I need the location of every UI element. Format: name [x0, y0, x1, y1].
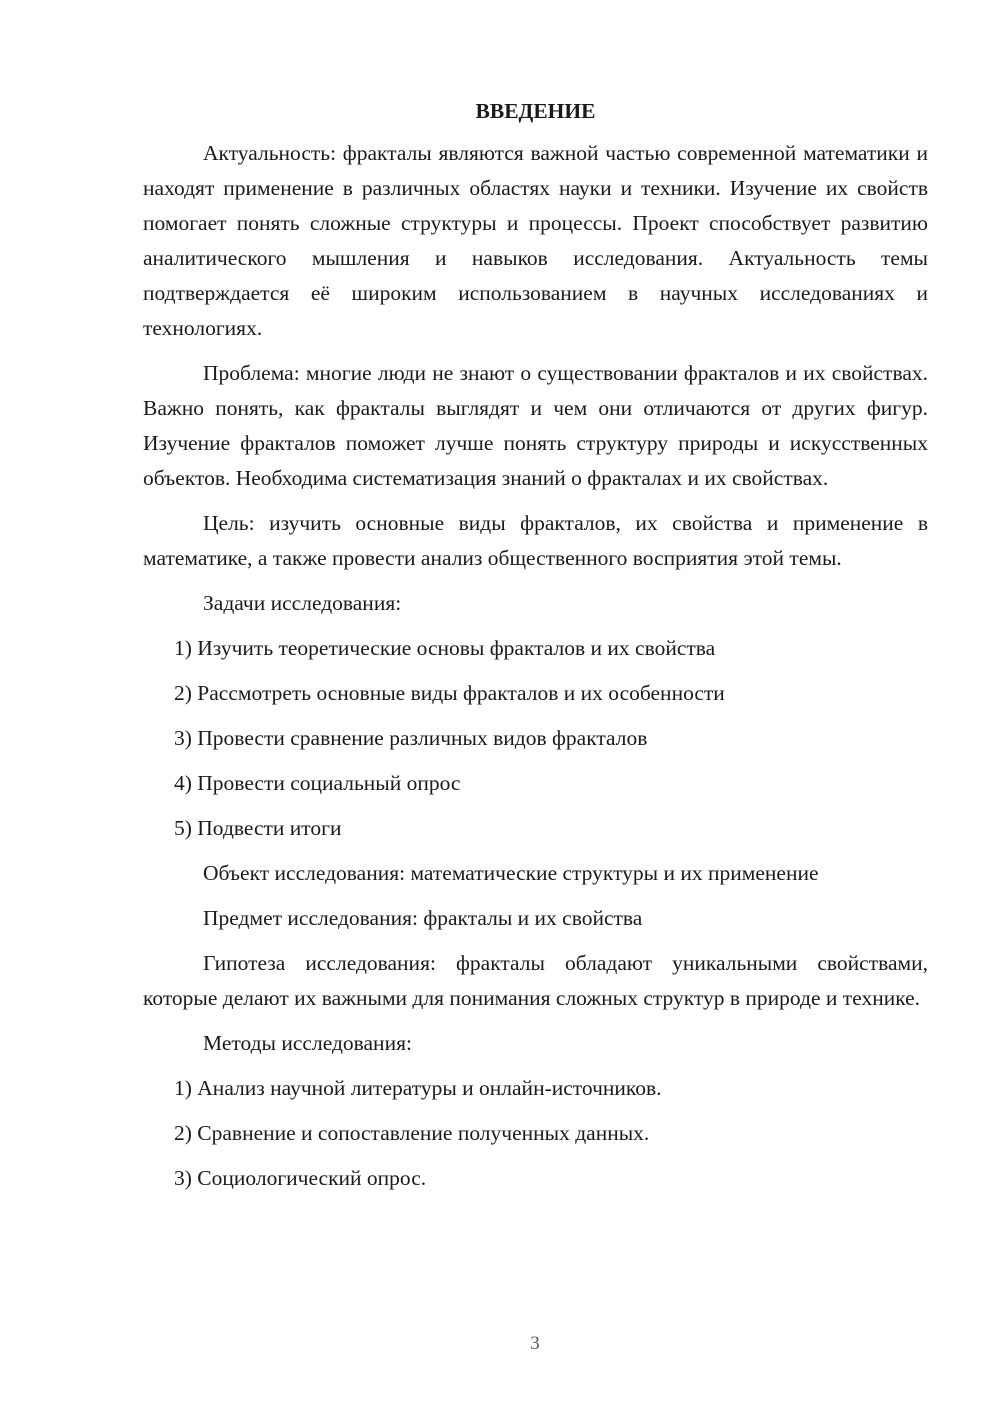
document-page	[143, 96, 928, 1206]
method-item: 2) Сравнение и сопоставление полученных данных.	[174, 1121, 650, 1145]
task-item: 3) Провести сравнение различных видов фракталов	[174, 726, 648, 750]
problem-paragraph: Проблема: многие люди не знают о существовании фракталов и их свойствах. Важно понять, как фракталы выглядят и чем они отличаются от других фигур. Изучение фракталов поможет лучше понять структуру природы и искусственных объектов. Необходима систематизация знаний о фракталах и их свойствах.	[143, 361, 928, 490]
tasks-heading: Задачи исследования:	[203, 591, 402, 615]
method-item: 3) Социологический опрос.	[174, 1166, 427, 1190]
method-item: 1) Анализ научной литературы и онлайн-источников.	[174, 1076, 662, 1100]
page-number: 3	[530, 1333, 540, 1354]
goal-paragraph: Цель: изучить основные виды фракталов, их свойства и применение в математике, а также провести анализ общественного восприятия этой темы.	[143, 511, 928, 570]
task-item: 4) Провести социальный опрос	[174, 771, 461, 795]
page-title: ВВЕДЕНИЕ	[475, 99, 596, 123]
task-item: 2) Рассмотреть основные виды фракталов и их особенности	[174, 681, 725, 705]
methods-list	[143, 1071, 928, 1196]
methods-heading: Методы исследования:	[203, 1031, 412, 1055]
task-item: 5) Подвести итоги	[174, 816, 342, 840]
hypothesis-paragraph: Гипотеза исследования: фракталы обладают уникальными свойствами, которые делают их важными для понимания сложных структур в природе и технике.	[143, 951, 928, 1010]
task-item: 1) Изучить теоретические основы фракталов и их свойства	[174, 636, 716, 660]
research-object: Объект исследования: математические структуры и их применение	[203, 861, 819, 885]
research-subject: Предмет исследования: фракталы и их свойства	[203, 906, 643, 930]
relevance-paragraph: Актуальность: фракталы являются важной частью современной математики и находят применение в различных областях науки и техники. Изучение их свойств помогает понять сложные структуры и процессы. Проект способствует развитию аналитического мышления и навыков исследования. Актуальность темы подтверждается её широким использованием в научных исследованиях и технологиях.	[143, 141, 928, 340]
tasks-list	[143, 631, 928, 846]
